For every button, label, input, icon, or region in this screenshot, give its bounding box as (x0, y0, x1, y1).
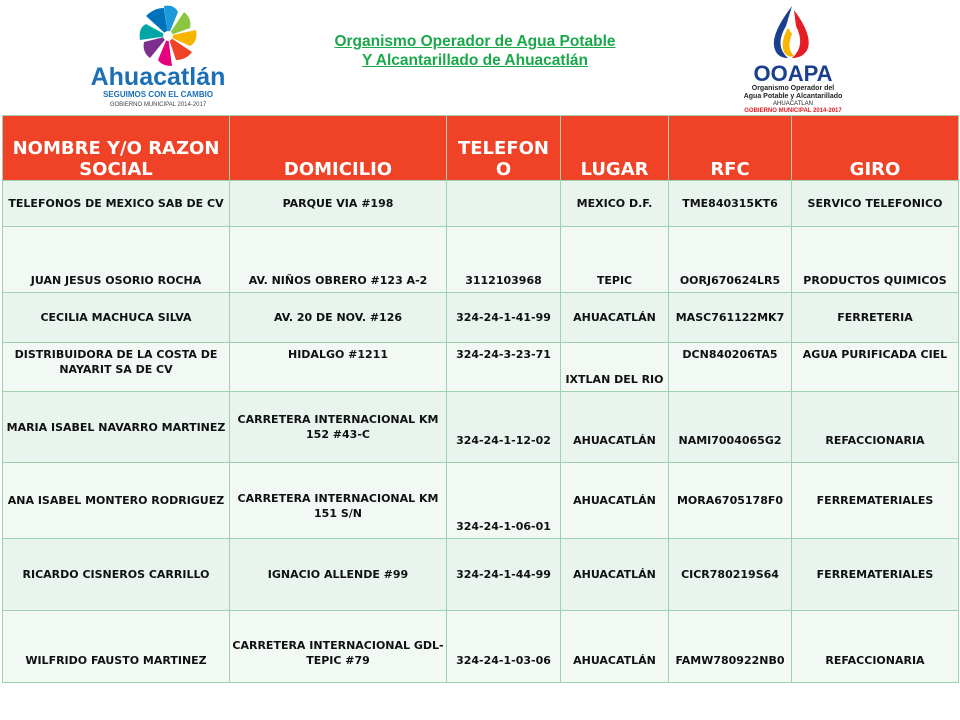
table-header-row (3, 116, 959, 181)
title-line-1: Organismo Operador de Agua Potable (334, 33, 616, 50)
right-logo-line3: AHUACATLAN (773, 101, 813, 107)
cell-lugar: AHUACATLÁN (561, 392, 669, 463)
cell-domicilio: IGNACIO ALLENDE #99 (230, 539, 447, 611)
cell-nombre: WILFRIDO FAUSTO MARTINEZ (3, 611, 230, 683)
column-header-lugar: LUGAR (561, 116, 669, 181)
ooapa-logo (728, 2, 858, 114)
cell-telefono (447, 181, 561, 227)
cell-lugar: AHUACATLÁN (561, 293, 669, 343)
cell-nombre: DISTRIBUIDORA DE LA COSTA DE NAYARIT SA DE CV (3, 343, 230, 392)
cell-giro: FERREMATERIALES (792, 539, 959, 611)
cell-rfc: MASC761122MK7 (669, 293, 792, 343)
cell-telefono: 324-24-3-23-71 (447, 343, 561, 392)
cell-telefono: 3112103968 (447, 227, 561, 293)
cell-nombre: JUAN JESUS OSORIO ROCHA (3, 227, 230, 293)
cell-rfc: NAMI7004065G2 (669, 392, 792, 463)
cell-lugar: MEXICO D.F. (561, 181, 669, 227)
cell-rfc: FAMW780922NB0 (669, 611, 792, 683)
cell-giro: PRODUCTOS QUIMICOS (792, 227, 959, 293)
pinwheel-icon (140, 6, 197, 66)
cell-domicilio: CARRETERA INTERNACIONAL KM 151 S/N (230, 463, 447, 539)
page-title (270, 32, 680, 70)
cell-giro: AGUA PURIFICADA CIEL (792, 343, 959, 392)
table-row (3, 611, 959, 683)
column-header-rfc: RFC (669, 116, 792, 181)
cell-domicilio: AV. NIÑOS OBRERO #123 A-2 (230, 227, 447, 293)
table-row (3, 343, 959, 392)
cell-lugar: AHUACATLÁN (561, 463, 669, 539)
left-logo-name: Ahuacatlán (90, 63, 226, 91)
cell-lugar: IXTLAN DEL RIO (561, 343, 669, 392)
table-row (3, 181, 959, 227)
cell-giro: FERREMATERIALES (792, 463, 959, 539)
column-header-giro: GIRO (792, 116, 959, 181)
cell-rfc: DCN840206TA5 (669, 343, 792, 392)
right-logo-line4: GOBIERNO MUNICIPAL 2014-2017 (744, 108, 842, 114)
cell-rfc: TME840315KT6 (669, 181, 792, 227)
cell-giro: SERVICO TELEFONICO (792, 181, 959, 227)
column-header-nombre: NOMBRE Y/O RAZON SOCIAL (3, 116, 230, 181)
cell-nombre: CECILIA MACHUCA SILVA (3, 293, 230, 343)
right-logo-name: OOAPA (753, 61, 833, 86)
table-row (3, 463, 959, 539)
cell-lugar: AHUACATLÁN (561, 611, 669, 683)
table-row (3, 227, 959, 293)
left-logo-subtitle: GOBIERNO MUNICIPAL 2014-2017 (109, 102, 207, 108)
water-drop-icon (774, 6, 809, 58)
table-row (3, 392, 959, 463)
column-header-telefono: TELEFON O (447, 116, 561, 181)
cell-rfc: MORA6705178F0 (669, 463, 792, 539)
cell-nombre: ANA ISABEL MONTERO RODRIGUEZ (3, 463, 230, 539)
page-header (0, 0, 960, 115)
cell-domicilio: CARRETERA INTERNACIONAL GDL-TEPIC #79 (230, 611, 447, 683)
cell-telefono: 324-24-1-41-99 (447, 293, 561, 343)
cell-giro: REFACCIONARIA (792, 611, 959, 683)
cell-lugar: AHUACATLÁN (561, 539, 669, 611)
cell-telefono: 324-24-1-12-02 (447, 392, 561, 463)
cell-nombre: TELEFONOS DE MEXICO SAB DE CV (3, 181, 230, 227)
cell-telefono: 324-24-1-06-01 (447, 463, 561, 539)
supplier-table (2, 115, 959, 683)
cell-giro: FERRETERIA (792, 293, 959, 343)
cell-nombre: RICARDO CISNEROS CARRILLO (3, 539, 230, 611)
cell-domicilio: PARQUE VIA #198 (230, 181, 447, 227)
cell-domicilio: CARRETERA INTERNACIONAL KM 152 #43-C (230, 392, 447, 463)
left-logo-tagline: SEGUIMOS CON EL CAMBIO (102, 90, 214, 99)
title-line-2: Y Alcantarillado de Ahuacatlán (362, 52, 588, 69)
table-row (3, 293, 959, 343)
cell-rfc: CICR780219S64 (669, 539, 792, 611)
cell-domicilio: AV. 20 DE NOV. #126 (230, 293, 447, 343)
cell-nombre: MARIA ISABEL NAVARRO MARTINEZ (3, 392, 230, 463)
cell-telefono: 324-24-1-44-99 (447, 539, 561, 611)
ahuacatlan-logo (78, 2, 238, 110)
cell-rfc: OORJ670624LR5 (669, 227, 792, 293)
cell-giro: REFACCIONARIA (792, 392, 959, 463)
table-row (3, 539, 959, 611)
right-logo-line2: Agua Potable y Alcantarillado (743, 93, 843, 100)
column-header-domicilio: DOMICILIO (230, 116, 447, 181)
cell-telefono: 324-24-1-03-06 (447, 611, 561, 683)
cell-lugar: TEPIC (561, 227, 669, 293)
cell-domicilio: HIDALGO #1211 (230, 343, 447, 392)
right-logo-line1: Organismo Operador del (751, 85, 835, 92)
